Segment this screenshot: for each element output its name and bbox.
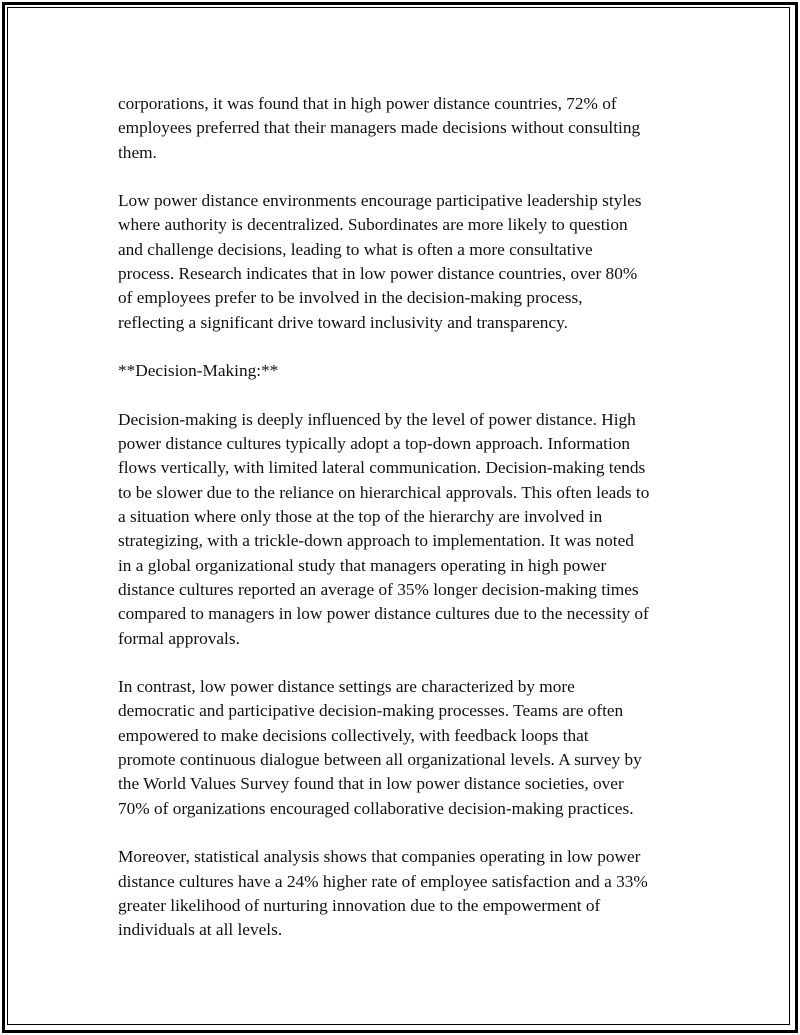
text-line: compared to managers in low power distance cultures due to the necessity of xyxy=(118,604,649,624)
text-line: promote continuous dialogue between all organizational levels. A survey by xyxy=(118,750,642,770)
text-line: distance cultures have a 24% higher rate of employee satisfaction and a 33% xyxy=(118,871,648,891)
text-line: strategizing, with a trickle-down approach to implementation. It was noted xyxy=(118,531,634,551)
text-line: greater likelihood of nurturing innovation due to the empowerment of xyxy=(118,895,601,915)
text-line: process. Research indicates that in low power distance countries, over 80% xyxy=(118,264,638,284)
text-line: to be slower due to the reliance on hierarchical approvals. This often leads to xyxy=(118,482,650,502)
text-line: power distance cultures typically adopt a top-down approach. Information xyxy=(118,434,631,454)
section-heading-decision-making xyxy=(118,359,698,383)
text-line: Moreover, statistical analysis shows that companies operating in low power xyxy=(118,847,641,867)
text-line: a situation where only those at the top of the hierarchy are involved in xyxy=(118,507,603,527)
text-line: them. xyxy=(118,142,157,162)
heading-text: **Decision-Making:** xyxy=(118,361,279,381)
text-line: formal approvals. xyxy=(118,628,240,648)
text-line: Decision-making is deeply influenced by the level of power distance. High xyxy=(118,409,636,429)
document-body xyxy=(118,92,698,967)
text-line: empowered to make decisions collectively, with feedback loops that xyxy=(118,725,589,745)
paragraph-decision-making-low xyxy=(118,675,698,821)
text-line: In contrast, low power distance settings are characterized by more xyxy=(118,677,575,697)
text-line: Low power distance environments encourage participative leadership styles xyxy=(118,191,642,211)
paragraph-statistical-analysis xyxy=(118,845,698,942)
text-line: individuals at all levels. xyxy=(118,920,283,940)
paragraph-intro-continuation xyxy=(118,92,698,165)
text-line: the World Values Survey found that in low power distance societies, over xyxy=(118,774,624,794)
text-line: democratic and participative decision-making processes. Teams are often xyxy=(118,701,624,721)
text-line: of employees prefer to be involved in the decision-making process, xyxy=(118,288,583,308)
text-line: in a global organizational study that managers operating in high power xyxy=(118,555,607,575)
text-line: and challenge decisions, leading to what is often a more consultative xyxy=(118,239,593,259)
text-line: where authority is decentralized. Subordinates are more likely to question xyxy=(118,215,628,235)
text-line: corporations, it was found that in high power distance countries, 72% of xyxy=(118,94,617,113)
paragraph-low-power-distance xyxy=(118,189,698,335)
text-line: distance cultures reported an average of 35% longer decision-making times xyxy=(118,579,639,599)
paragraph-decision-making-high xyxy=(118,408,698,651)
text-line: 70% of organizations encouraged collaborative decision-making practices. xyxy=(118,798,634,818)
text-line: reflecting a significant drive toward inclusivity and transparency. xyxy=(118,312,568,332)
text-line: flows vertically, with limited lateral communication. Decision-making tends xyxy=(118,458,646,478)
text-line: employees preferred that their managers made decisions without consulting xyxy=(118,118,641,138)
